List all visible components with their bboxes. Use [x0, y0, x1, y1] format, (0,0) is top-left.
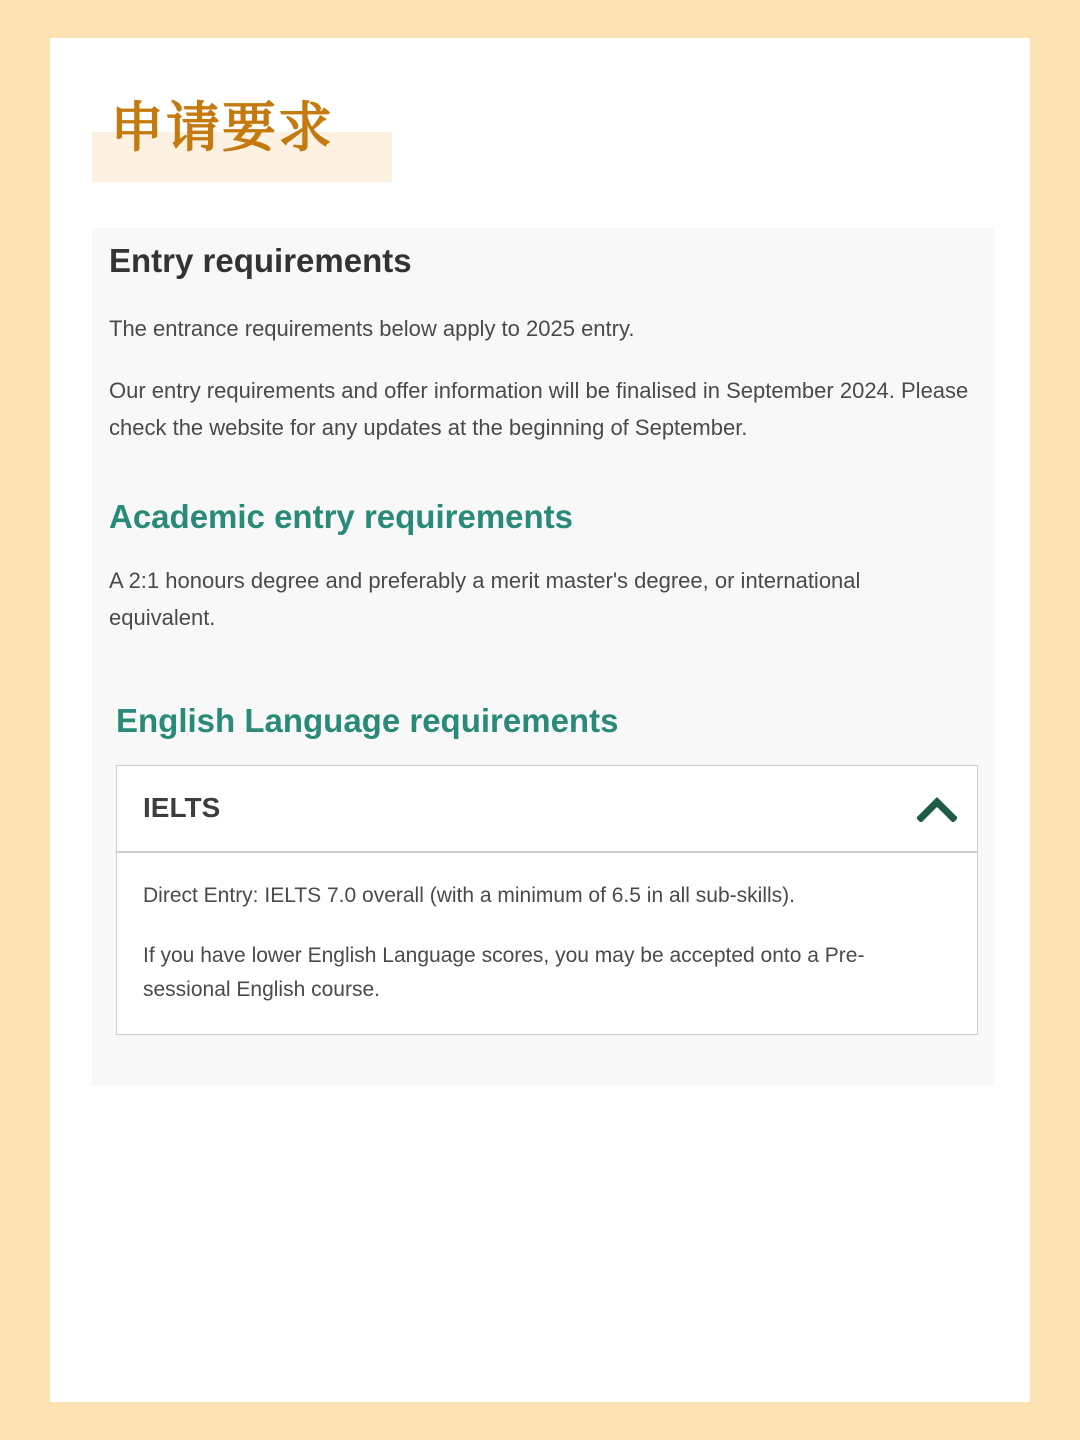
page-title: 申请要求 [110, 96, 334, 159]
entry-notice-text: Our entry requirements and offer information will be finalised in September 2024. Please check the website for any updates at the beginning of September. [109, 378, 969, 440]
ielts-presessional-text: If you have lower English Language scores, you may be accepted onto a Pre-sessional English course. [143, 944, 865, 1001]
ielts-accordion [116, 765, 978, 1035]
entry-requirements-heading: Entry requirements [109, 242, 412, 279]
ielts-accordion-toggle[interactable] [117, 766, 977, 853]
chevron-up-icon[interactable] [917, 794, 957, 822]
ielts-direct-entry-text: Direct Entry: IELTS 7.0 overall (with a minimum of 6.5 in all sub-skills). [143, 884, 795, 907]
entry-intro-text: The entrance requirements below apply to 2025 entry. [109, 316, 635, 341]
academic-requirements-text: A 2:1 honours degree and preferably a merit master's degree, or international equivalent. [109, 568, 861, 630]
content-card [50, 38, 1030, 1402]
entry-requirements-panel [92, 228, 994, 1086]
english-requirements-heading: English Language requirements [116, 702, 619, 739]
ielts-accordion-title: IELTS [143, 792, 221, 823]
academic-requirements-heading: Academic entry requirements [109, 498, 574, 535]
